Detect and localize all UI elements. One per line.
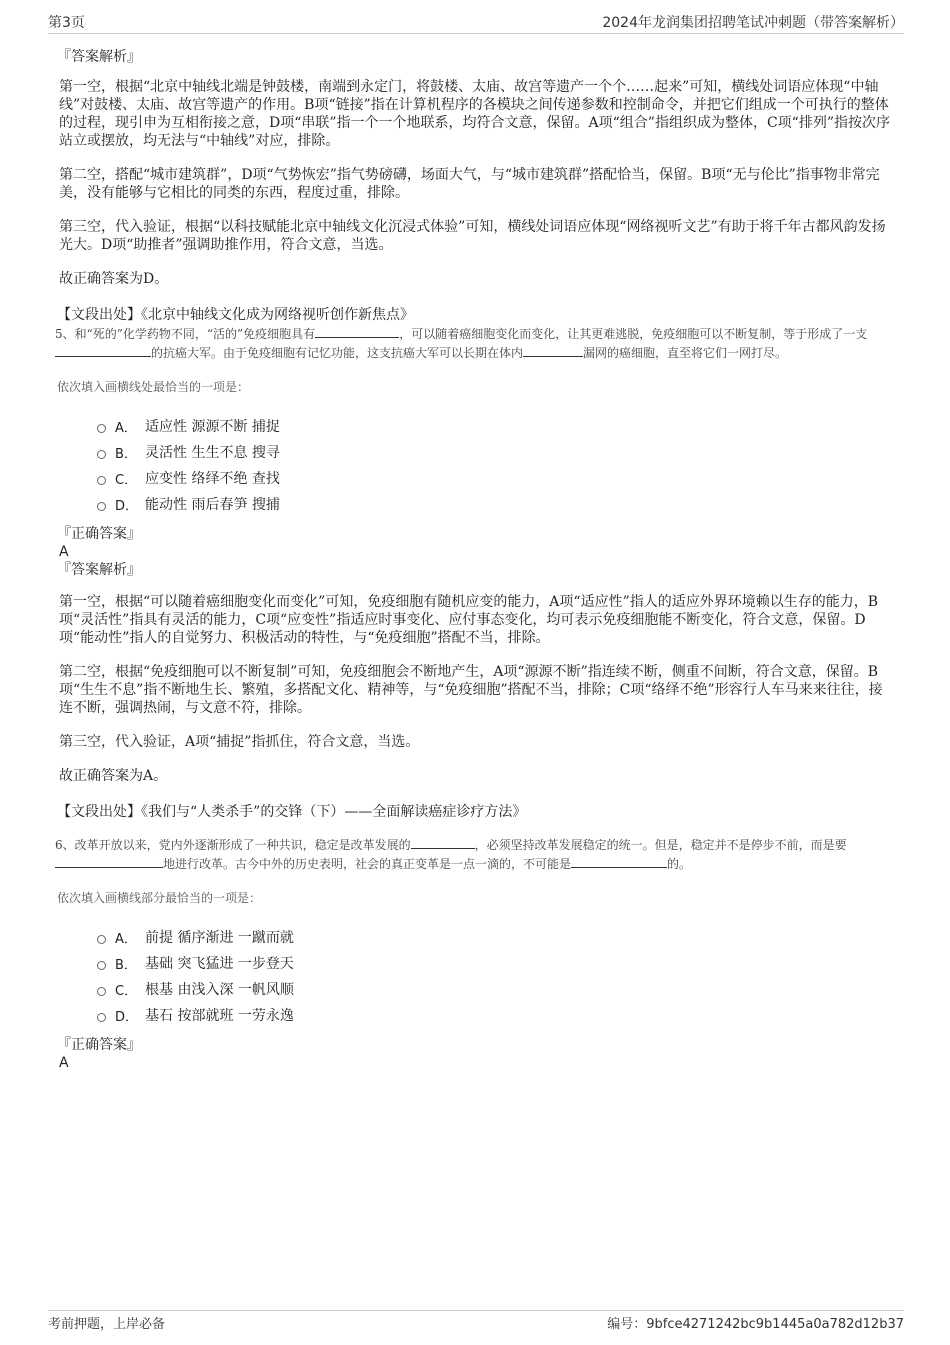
radio-button[interactable] <box>97 450 106 459</box>
question-6-options <box>97 924 894 1028</box>
option-b[interactable]: B． 基础 突飞猛进 一步登天 <box>97 950 894 976</box>
blank-line <box>411 835 475 849</box>
radio-button[interactable] <box>97 1013 106 1022</box>
analysis-paragraph: 第一空，根据“可以随着癌细胞变化而变化”可知，免疫细胞有随机应变的能力，A项“适应性”指人的适应外界环境赖以生存的能力，B项“灵活性”指具有灵活的能力，C项“应变性”指适应时事变化、应付事态变化，均可表示免疫细胞能不断变化，符合文意，保留。D项“能动性”指人的自觉努力、积极活动的特性，与“免疫细胞”搭配不当，排除。 <box>59 594 879 646</box>
analysis-paragraph: 第三空，代入验证，A项“捕捉”指抓住，符合文意，当选。 <box>59 734 420 750</box>
document-serial: 编号：9bfce4271242bc9b1445a0a782d12b37 <box>607 1317 904 1332</box>
page-content <box>57 48 894 1072</box>
option-d[interactable]: D． 基石 按部就班 一劳永逸 <box>97 1002 894 1028</box>
blank-line <box>523 343 583 357</box>
correct-answer: A <box>59 1055 69 1071</box>
option-a[interactable]: A． 适应性 源源不断 捕捉 <box>97 413 894 439</box>
analysis-paragraph: 第三空，代入验证，根据“以科技赋能北京中轴线文化沉浸式体验”可知，横线处词语应体现“网络视听文艺”有助于将千年古都风韵发扬光大。D项“助推者”强调助推作用，符合文意，当选。 <box>59 219 886 253</box>
analysis-paragraph: 第二空，搭配“城市建筑群”，D项“气势恢宏”指气势磅礴，场面大气，与“城市建筑群”搭配恰当，保留。B项“无与伦比”指事物非常完美，没有能够与它相比的同类的东西，程度过重，排除。 <box>59 167 880 201</box>
option-b[interactable]: B． 灵活性 生生不息 搜寻 <box>97 439 894 465</box>
option-a[interactable]: A． 前提 循序渐进 一蹴而就 <box>97 924 894 950</box>
analysis-conclusion: 故正确答案为A。 <box>59 768 168 784</box>
question-6-stem: 6、改革开放以来，党内外逐渐形成了一种共识，稳定是改革发展的 ，必须坚持改革发展稳定的统一。但是，稳定并不是停步不前，而是要地进行改革。古今中外的历史表明，社会的真正变革是一点一滴的，不可能是 的。 <box>55 835 894 873</box>
source-citation: 【文段出处】《我们与“人类杀手”的交锋（下）——全面解读癌症诊疗方法》 <box>57 804 527 820</box>
option-c[interactable]: C． 应变性 络绎不绝 查找 <box>97 465 894 491</box>
question-prompt: 依次填入画横线部分最恰当的一项是： <box>57 891 262 905</box>
radio-button[interactable] <box>97 424 106 433</box>
footer-slogan: 考前押题，上岸必备 <box>48 1317 166 1332</box>
source-citation: 【文段出处】《北京中轴线文化成为网络视听创作新焦点》 <box>57 307 414 323</box>
blank-line <box>315 324 399 338</box>
analysis-tag: 『答案解析』 <box>57 562 141 578</box>
answer-tag: 『正确答案』 <box>57 1037 141 1053</box>
document-title: 2024年龙润集团招聘笔试冲刺题（带答案解析） <box>602 15 904 31</box>
footer-divider <box>48 1310 904 1311</box>
option-c[interactable]: C． 根基 由浅入深 一帆风顺 <box>97 976 894 1002</box>
analysis-conclusion: 故正确答案为D。 <box>59 271 169 287</box>
analysis-paragraph: 第一空，根据“北京中轴线北端是钟鼓楼，南端到永定门，将鼓楼、太庙、故宫等遗产一个个……起来”可知，横线处词语应体现“中轴线”对鼓楼、太庙、故宫等遗产的作用。B项“链接”指在计算机程序的各模块之间传递参数和控制命令，并把它们组成一个可执行的整体的过程，现引申为互相衔接之意，D项“串联”指一个一个地联系，均符合文意，保留。A项“组合”指组织成为整体，C项“排列”指按次序站立或摆放，均无法与“中轴线”对应，排除。 <box>59 79 890 149</box>
blank-line <box>55 343 151 357</box>
correct-answer: A <box>59 544 69 560</box>
analysis-paragraph: 第二空，根据“免疫细胞可以不断复制”可知，免疫细胞会不断地产生，A项“源源不断”指连续不断，侧重不间断，符合文意，保留。B项“生生不息”指不断地生长、繁殖，多搭配文化、精神等，与“免疫细胞”搭配不当，排除；C项“络绎不绝”形容行人车马来来往往，接连不断，强调热闹，与文意不符，排除。 <box>59 664 883 716</box>
blank-line <box>571 854 667 868</box>
radio-button[interactable] <box>97 961 106 970</box>
header-divider <box>48 33 904 34</box>
radio-button[interactable] <box>97 935 106 944</box>
question-5-options <box>97 413 894 517</box>
radio-button[interactable] <box>97 476 106 485</box>
analysis-tag: 『答案解析』 <box>57 49 141 65</box>
radio-button[interactable] <box>97 502 106 511</box>
option-d[interactable]: D． 能动性 雨后春笋 搜捕 <box>97 491 894 517</box>
blank-line <box>55 854 163 868</box>
radio-button[interactable] <box>97 987 106 996</box>
answer-tag: 『正确答案』 <box>57 526 141 542</box>
question-5-stem: 5、和“死的”化学药物不同，“活的”免疫细胞具有 ，可以随着癌细胞变化而变化，让其更难逃脱，免疫细胞可以不断复制，等于形成了一支的抗癌大军。由于免疫细胞有记忆功能，这支抗癌大军可以长期在体内 漏网的癌细胞，直至将它们一网打尽。 <box>55 324 894 362</box>
question-prompt: 依次填入画横线处最恰当的一项是： <box>57 380 250 394</box>
page-number: 第3页 <box>48 15 85 31</box>
